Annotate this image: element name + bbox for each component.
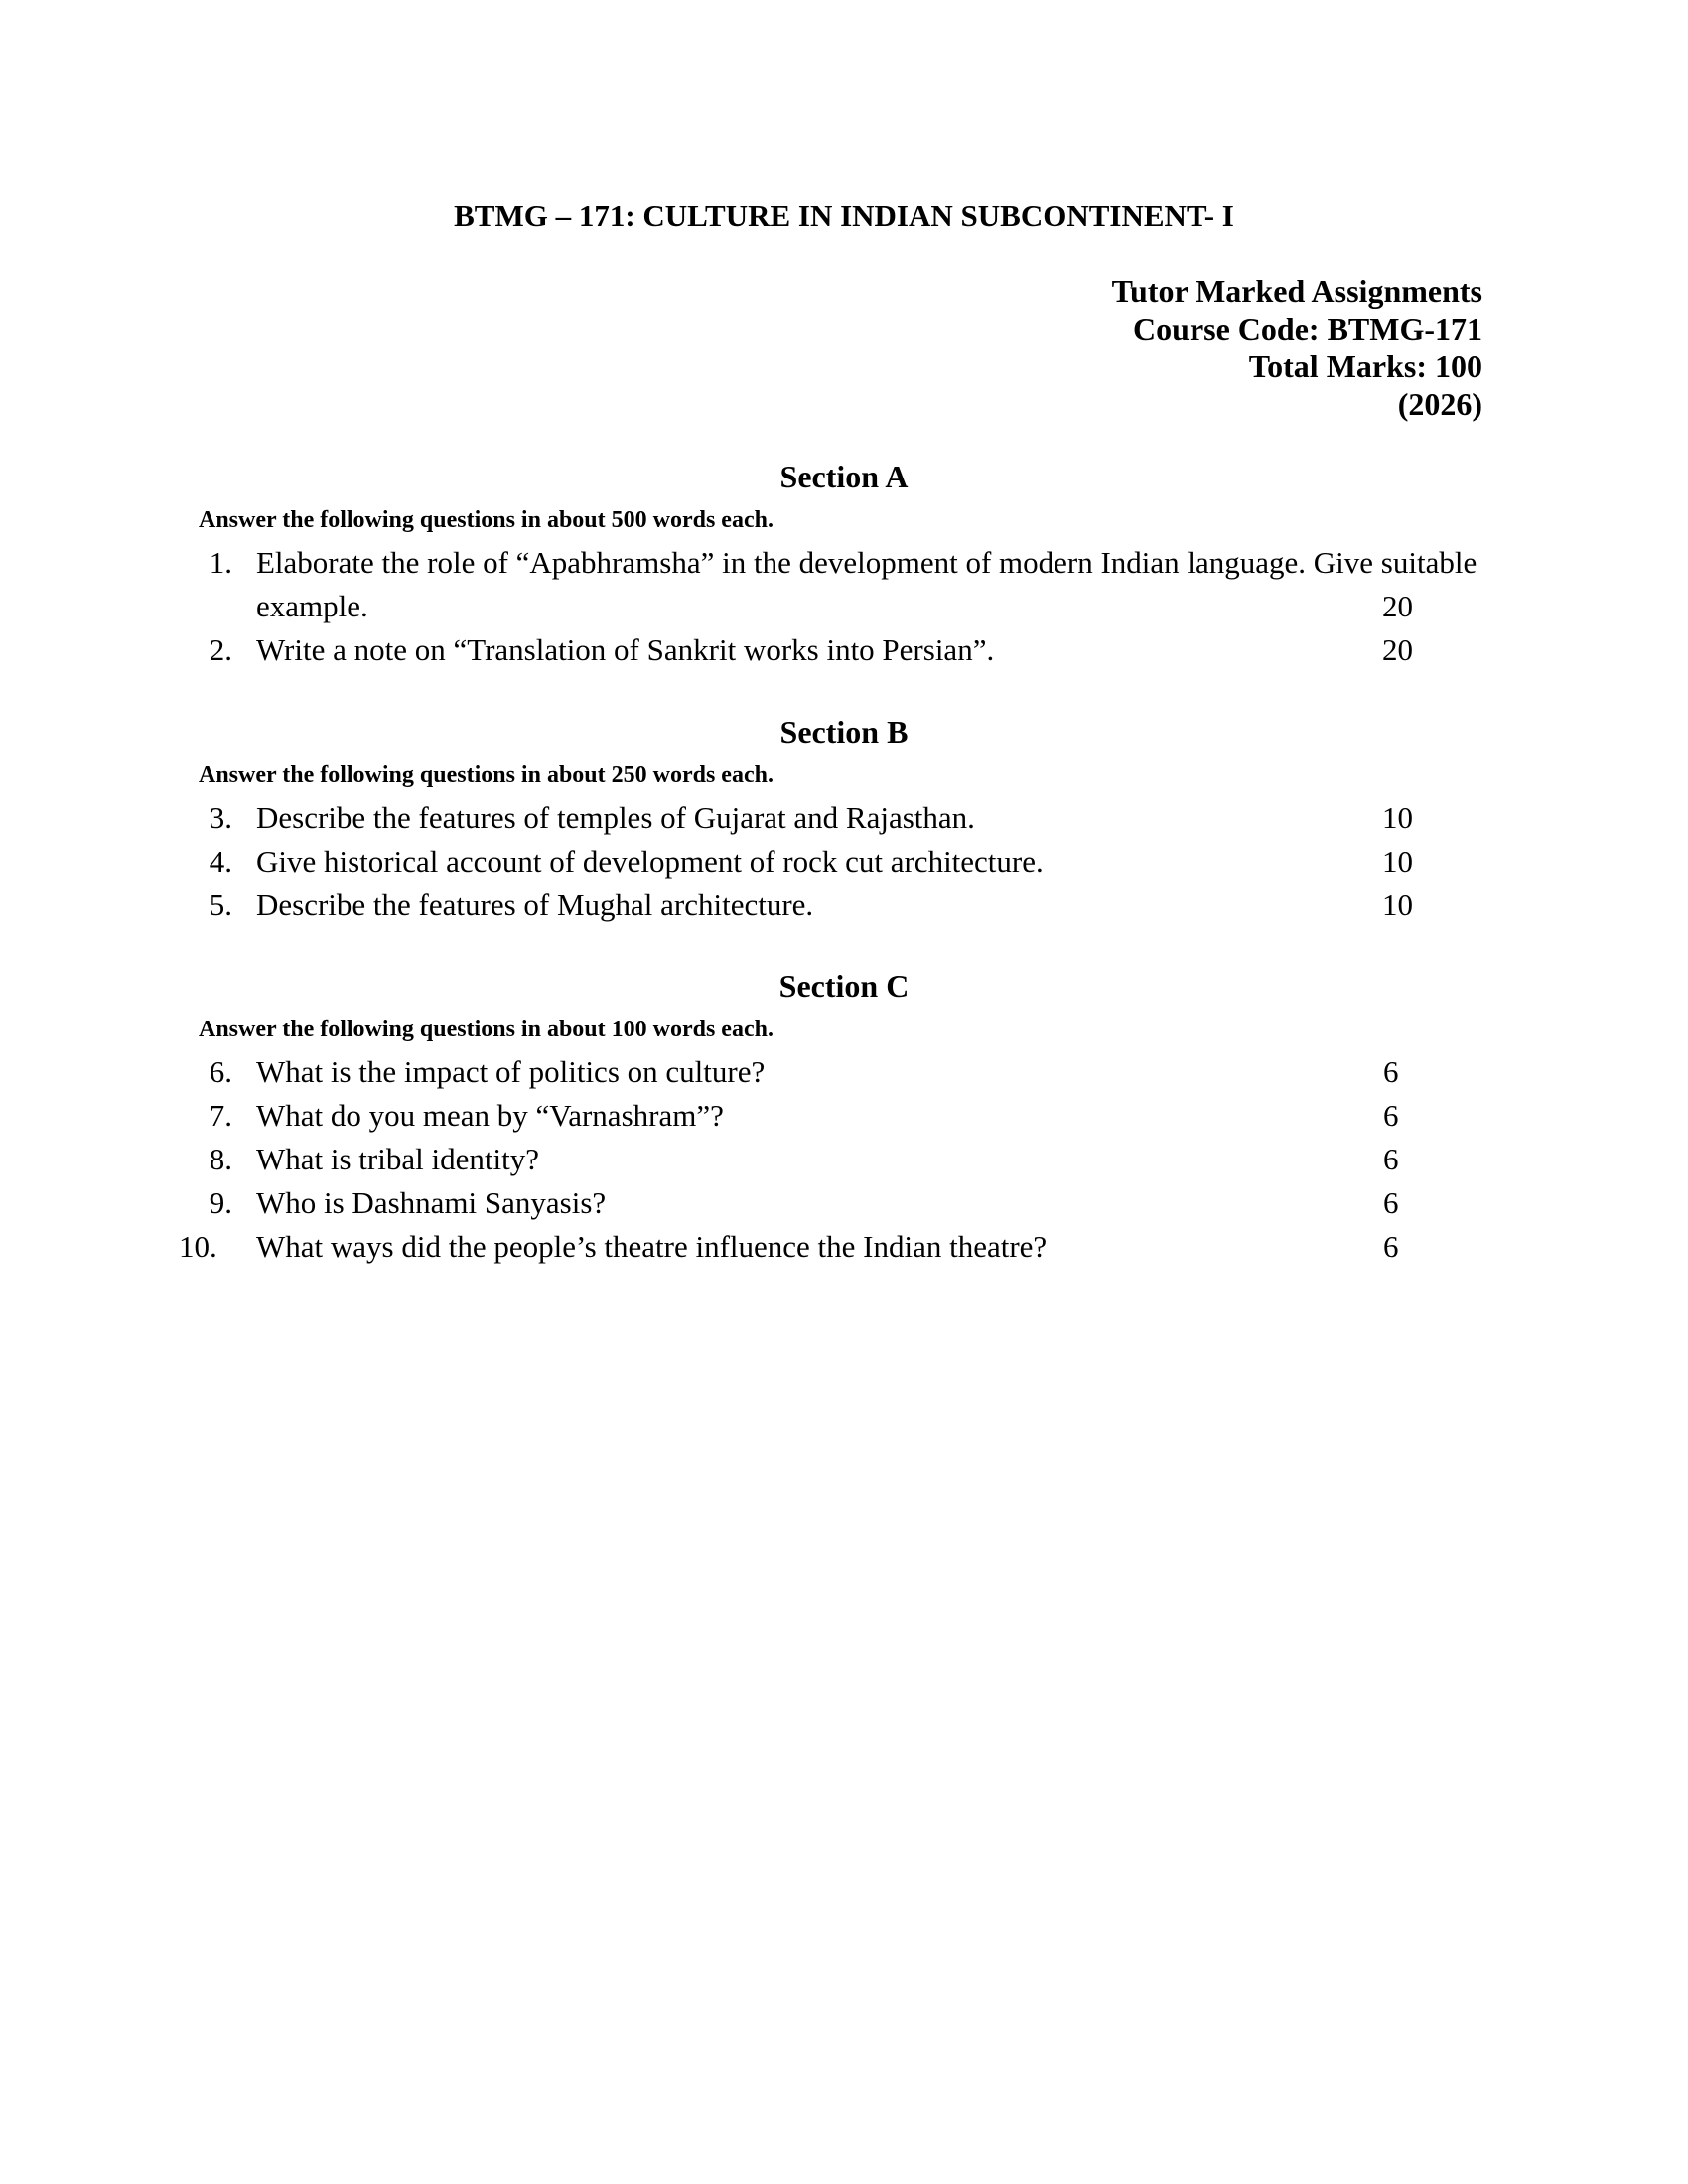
section-instruction: Answer the following questions in about 250 words each. — [199, 762, 774, 788]
question-list — [0, 1050, 1688, 1269]
question-number: 10. — [179, 1229, 217, 1264]
question-item — [0, 1050, 1688, 1094]
question-item — [0, 884, 1688, 927]
question-number: 5. — [209, 887, 232, 922]
question-item — [0, 1225, 1688, 1269]
question-item — [0, 1138, 1688, 1181]
question-item — [0, 796, 1688, 840]
assignment-type: Tutor Marked Assignments — [1111, 273, 1482, 309]
question-text: Who is Dashnami Sanyasis? — [256, 1185, 607, 1220]
question-marks: 6 — [1383, 1142, 1399, 1176]
question-number: 6. — [209, 1054, 232, 1089]
question-text: Describe the features of Mughal architecture. — [256, 887, 814, 922]
question-marks: 20 — [1382, 589, 1413, 623]
section-heading: Section A — [779, 459, 909, 494]
question-number: 7. — [209, 1098, 232, 1133]
section-heading: Section C — [778, 968, 910, 1004]
section-instruction: Answer the following questions in about 500 words each. — [199, 507, 774, 533]
question-number: 2. — [209, 632, 232, 667]
question-list — [0, 541, 1688, 672]
question-marks: 6 — [1383, 1054, 1399, 1089]
total-marks: Total Marks: 100 — [1248, 348, 1482, 384]
question-marks: 10 — [1382, 887, 1413, 922]
question-marks: 6 — [1383, 1185, 1399, 1220]
question-list — [0, 796, 1688, 927]
question-item — [0, 541, 1688, 628]
question-marks: 10 — [1382, 844, 1413, 879]
question-number: 3. — [209, 800, 232, 835]
question-text: Describe the features of temples of Gujarat and Rajasthan. — [256, 800, 975, 835]
section-heading: Section B — [779, 714, 909, 750]
question-text: What is tribal identity? — [256, 1142, 539, 1176]
course-code: Course Code: BTMG-171 — [1133, 311, 1482, 346]
question-number: 8. — [209, 1142, 232, 1176]
assignment-year: (2026) — [1397, 386, 1482, 422]
question-text: What do you mean by “Varnashram”? — [256, 1098, 724, 1133]
question-number: 9. — [209, 1185, 232, 1220]
question-number: 4. — [209, 844, 232, 879]
question-text: What ways did the people’s theatre influence the Indian theatre? — [256, 1229, 1048, 1264]
question-item — [0, 1094, 1688, 1138]
question-marks: 6 — [1383, 1098, 1399, 1133]
question-item — [0, 1181, 1688, 1225]
assignment-meta — [1112, 272, 1482, 423]
question-text: Elaborate the role of “Apabhramsha” in the development of modern Indian language. Give suitable example. — [256, 545, 1477, 623]
question-text: Give historical account of development of rock cut architecture. — [256, 844, 1044, 879]
question-item — [0, 628, 1688, 672]
document-title: BTMG – 171: CULTURE IN INDIAN SUBCONTINENT- I — [454, 199, 1234, 233]
question-text: Write a note on “Translation of Sankrit works into Persian”. — [256, 632, 995, 667]
question-number: 1. — [209, 545, 232, 580]
section-instruction: Answer the following questions in about 100 words each. — [199, 1017, 774, 1042]
question-marks: 6 — [1383, 1229, 1399, 1264]
question-marks: 10 — [1382, 800, 1413, 835]
question-marks: 20 — [1382, 632, 1413, 667]
question-item — [0, 840, 1688, 884]
question-text: What is the impact of politics on culture? — [256, 1054, 766, 1089]
